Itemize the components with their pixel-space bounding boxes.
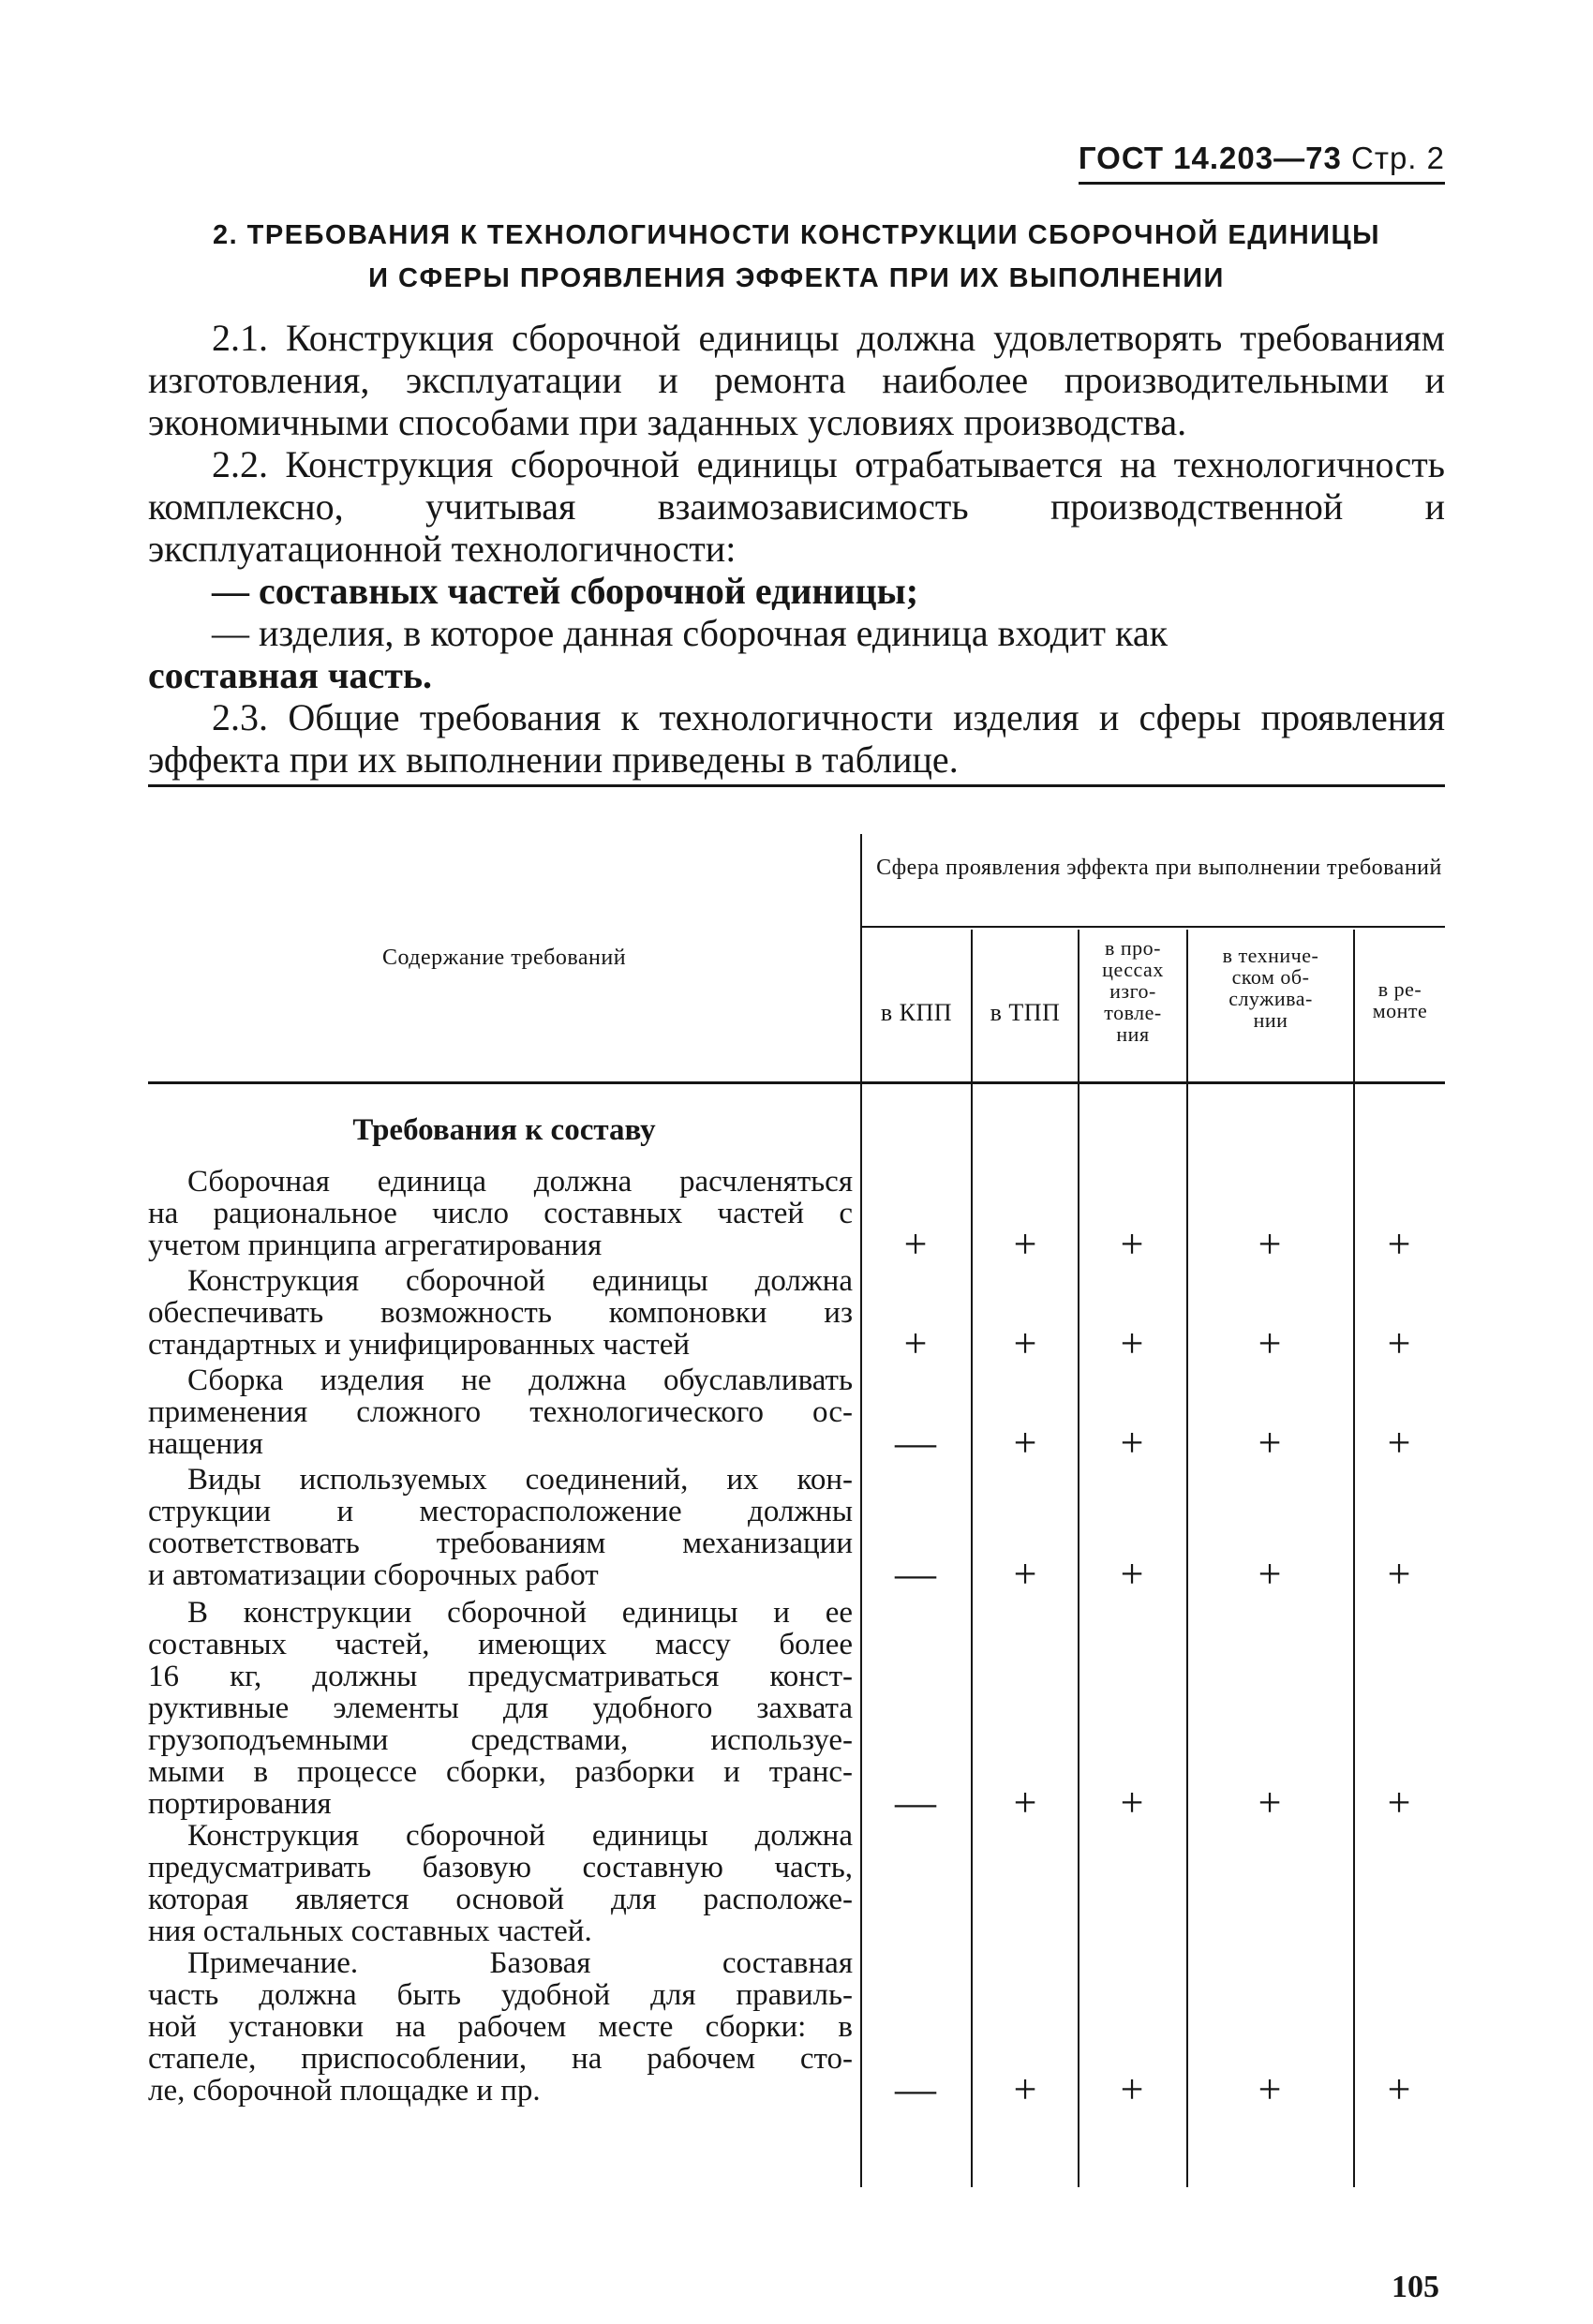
sub-column-header-line: изго- — [1109, 979, 1156, 1003]
list-item: — составных частей сборочной единицы; — [212, 570, 919, 612]
paragraph-2-1: 2.1. Конструкция сборочной единицы должна удовлетворять требованиям изготовления, эксплуатации и ремонта наиболее производительными и экономичными способами при заданных условиях производства. — [148, 317, 1445, 443]
effect-mark: + — [1120, 1221, 1144, 1267]
requirement-text-line: Конструкция сборочной единицы должна — [187, 1264, 853, 1298]
document-page — [148, 0, 1445, 2324]
note-text-line: стапеле, приспособлении, на рабочем сто- — [148, 2042, 853, 2076]
sub-column-header-line: монте — [1372, 999, 1428, 1022]
column-divider — [1078, 930, 1079, 2187]
requirement-text-line: соответствовать требованиям механизации — [148, 1527, 853, 1560]
section-title-line: 2. ТРЕБОВАНИЯ К ТЕХНОЛОГИЧНОСТИ КОНСТРУКЦИИ СБОРОЧНОЙ ЕДИНИЦЫ — [212, 220, 1381, 250]
effect-mark: + — [1387, 2066, 1411, 2112]
running-head — [1079, 141, 1445, 185]
effect-mark: + — [1013, 1780, 1037, 1825]
section-title — [148, 214, 1445, 300]
effect-mark: + — [1387, 1551, 1411, 1597]
requirement-text-line: струкции и месторасположение должны — [148, 1495, 853, 1528]
effect-mark: + — [1387, 1221, 1411, 1267]
sub-column-header-line: служива- — [1228, 987, 1313, 1010]
requirement-text-line: 16 кг, должны предусматриваться конст- — [148, 1660, 853, 1693]
sub-column-header-line: цессах — [1102, 958, 1164, 981]
sub-column-header-line: в техниче- — [1222, 944, 1319, 967]
table-row — [148, 1820, 853, 2107]
requirement-text-line: которая является основой для расположе- — [148, 1883, 853, 1916]
sub-column-header — [1079, 937, 1186, 1045]
requirement-text-line: грузоподъемными средствами, используе- — [148, 1723, 853, 1757]
note-text-line: ле, сборочной площадке и пр. — [148, 2074, 541, 2108]
paragraph-2-2: 2.2. Конструкция сборочной единицы отрабатывается на технологичность комплексно, учитывая взаимозависимость производственной и эксплуатационной технологичности: — [148, 443, 1445, 570]
table-row — [148, 1166, 853, 1261]
sub-column-header-line: нии — [1253, 1008, 1288, 1032]
sub-column-header-line: ния — [1116, 1022, 1150, 1046]
effect-mark: — — [895, 1420, 936, 1466]
requirement-text-line: и автоматизации сборочных работ — [148, 1558, 599, 1592]
effect-mark: — — [895, 1551, 936, 1597]
requirement-text-line: обеспечивать возможность компоновки из — [148, 1296, 853, 1330]
requirement-text-line: ния остальных составных частей. — [148, 1914, 592, 1948]
list-item-continuation: составная часть. — [148, 654, 433, 696]
page-label: Стр. 2 — [1351, 141, 1445, 175]
body-text — [148, 317, 1445, 787]
standard-number: ГОСТ 14.203—73 — [1078, 141, 1342, 175]
requirement-text-line: составных частей, имеющих массу более — [148, 1628, 853, 1661]
requirement-text-line: Сборочная единица должна расчленяться — [187, 1165, 853, 1199]
column-divider — [1353, 930, 1355, 2187]
requirement-text-line: портирования — [148, 1787, 332, 1821]
table-row — [148, 1464, 853, 1591]
note-text-line: ной установки на рабочем месте сборки: в — [148, 2010, 853, 2044]
sub-column-header — [973, 1001, 1078, 1025]
effect-mark: + — [1120, 1320, 1144, 1366]
effect-mark: + — [1120, 1420, 1144, 1466]
requirement-text-line: руктивные элементы для удобного захвата — [148, 1691, 853, 1725]
effect-mark: + — [1013, 2066, 1037, 2112]
table-row — [148, 1597, 853, 1820]
effect-mark: + — [1120, 1551, 1144, 1597]
section-title-line: И СФЕРЫ ПРОЯВЛЕНИЯ ЭФФЕКТА ПРИ ИХ ВЫПОЛНЕНИИ — [368, 263, 1225, 293]
effect-mark: + — [1013, 1221, 1037, 1267]
effect-mark: + — [1258, 1420, 1282, 1466]
column-divider — [971, 930, 973, 2187]
column-divider — [1186, 930, 1188, 2187]
effect-mark: + — [1013, 1420, 1037, 1466]
column-header-content: Содержание требований — [381, 946, 627, 970]
effect-mark: — — [895, 2066, 936, 2112]
effect-mark: + — [903, 1221, 928, 1267]
table-row — [148, 1265, 853, 1361]
effect-mark: + — [903, 1320, 928, 1366]
effect-mark: + — [1258, 1551, 1282, 1597]
sub-column-header — [862, 1001, 971, 1025]
requirement-text-line: Сборка изделия не должна обуславливать — [187, 1363, 853, 1397]
table-header-rule — [148, 1081, 1445, 1084]
requirement-text-line: В конструкции сборочной единицы и ее — [187, 1596, 853, 1630]
requirement-text-line: Виды используемых соединений, их кон- — [187, 1463, 853, 1497]
requirement-text-line: Конструкция сборочной единицы должна — [187, 1819, 853, 1853]
note-text-line: часть должна быть удобной для правиль- — [148, 1978, 853, 2012]
group-heading: Требования к составу — [352, 1113, 656, 1147]
sub-column-header-line: в про- — [1105, 936, 1161, 960]
sub-column-header — [1188, 945, 1353, 1031]
effect-mark: + — [1258, 2066, 1282, 2112]
sub-column-header — [1355, 978, 1445, 1021]
requirement-text-line: применения сложного технологического ос- — [148, 1395, 853, 1429]
paragraph-2-3: 2.3. Общие требования к технологичности изделия и сферы проявления эффекта при их выполнении приведены в таблице. — [148, 696, 1445, 787]
sub-column-header-line: в ТПП — [990, 999, 1061, 1026]
effect-mark: + — [1013, 1320, 1037, 1366]
sub-column-header-line: товле- — [1104, 1001, 1162, 1024]
effect-mark: + — [1387, 1420, 1411, 1466]
requirement-text-line: нащения — [148, 1427, 263, 1461]
list-item: — изделия, в которое данная сборочная единица входит как — [212, 612, 1169, 654]
sub-column-header-line: в ре- — [1377, 977, 1422, 1001]
effect-mark: + — [1258, 1320, 1282, 1366]
column-header-sphere: Сфера проявления эффекта при выполнении требований — [876, 856, 1442, 880]
effect-mark: + — [1258, 1221, 1282, 1267]
sub-column-header-line: в КПП — [880, 999, 953, 1026]
requirement-text-line: учетом принципа агрегатирования — [148, 1229, 603, 1262]
effect-mark: + — [1387, 1320, 1411, 1366]
effect-mark: + — [1120, 2066, 1144, 2112]
note-text-line: Примечание. Базовая составная — [187, 1946, 853, 1980]
requirement-text-line: на рациональное число составных частей с — [148, 1197, 853, 1230]
effect-mark: + — [1387, 1780, 1411, 1825]
requirement-text-line: мыми в процессе сборки, разборки и транс- — [148, 1755, 853, 1789]
effect-mark: + — [1120, 1780, 1144, 1825]
sphere-header-rule — [862, 926, 1445, 928]
effect-mark: + — [1258, 1780, 1282, 1825]
effect-mark: + — [1013, 1551, 1037, 1597]
page-folio: 105 — [1392, 2270, 1439, 2304]
sub-column-header-line: ском об- — [1231, 965, 1310, 989]
requirement-text-line: стандартных и унифицированных частей — [148, 1328, 691, 1362]
table-row — [148, 1364, 853, 1460]
effect-mark: — — [895, 1780, 936, 1825]
requirement-text-line: предусматривать базовую составную часть, — [148, 1851, 853, 1885]
column-divider — [860, 834, 862, 2187]
